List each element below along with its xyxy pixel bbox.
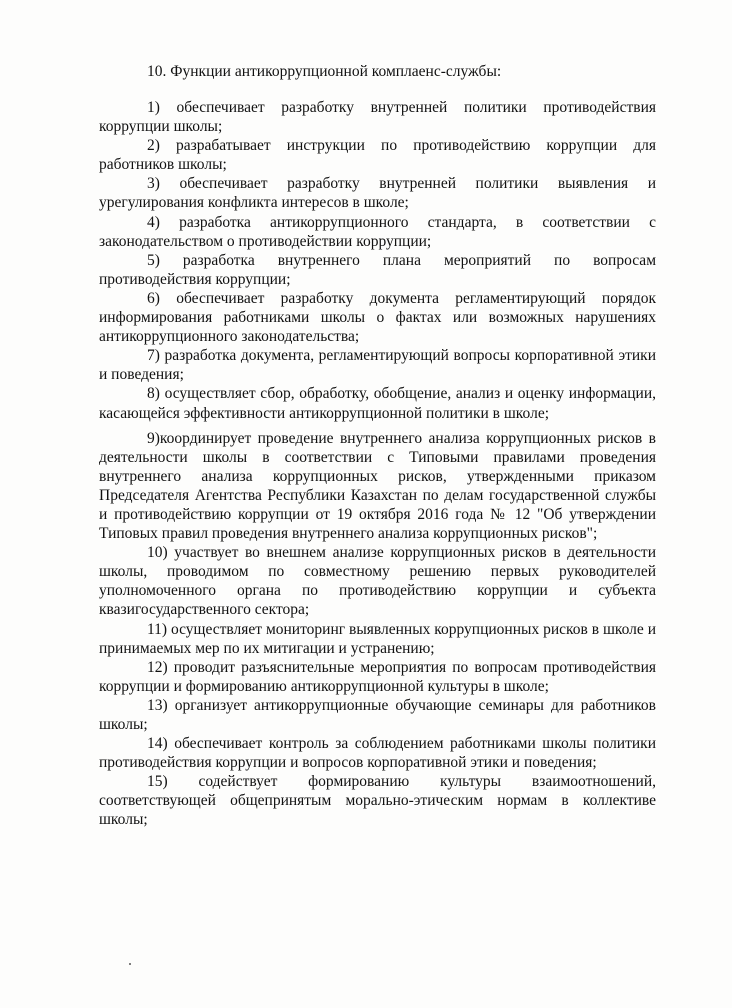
- list-item: 8) осуществляет сбор, обработку, обобщение, анализ и оценку информации, касающейся эффективности антикоррупционной политики в школе;: [99, 385, 656, 422]
- section-heading: 10. Функции антикоррупционной комплаенс-службы:: [147, 63, 502, 80]
- list-item: 5) разработка внутреннего плана мероприятий по вопросам противодействия коррупции;: [99, 251, 656, 288]
- list-item: 11) осуществляет мониторинг выявленных коррупционных рисков в школе и принимаемых мер по их митигации и устранению;: [99, 620, 656, 657]
- scan-speck: [129, 963, 131, 965]
- list-item: 3) обеспечивает разработку внутренней политики выявления и урегулирования конфликта интересов в школе;: [99, 175, 656, 212]
- list-item: 4) разработка антикоррупционного стандарта, в соответствии с законодательством о противодействии коррупции;: [99, 213, 656, 250]
- list-item: 6) обеспечивает разработку документа регламентирующий порядок информирования работниками школы о фактах или возможных нарушениях антикоррупционного законодательства;: [99, 289, 656, 346]
- functions-list: [99, 98, 656, 830]
- list-item: 13) организует антикоррупционные обучающие семинары для работников школы;: [99, 696, 656, 733]
- list-item: 10) участвует во внешнем анализе коррупционных рисков в деятельности школы, проводимом по совместному решению первых руководителей уполномоченного органа по противодействию коррупции и субъекта квазигосударственного сектора;: [99, 544, 656, 619]
- list-item: 12) проводит разъяснительные мероприятия по вопросам противодействия коррупции и формированию антикоррупционной культуры в школе;: [99, 658, 656, 695]
- list-item: 9)координирует проведение внутреннего анализа коррупционных рисков в деятельности школы в соответствии с Типовыми правилами проведения внутреннего анализа коррупционных рисков, утвержденными приказом Председателя Агентства Республики Казахстан по делам государственной службы и противодействию коррупции от 19 октября 2016 года № 12 "Об утверждении Типовых правил проведения внутреннего анализа коррупционных рисков";: [99, 429, 656, 543]
- list-item: 1) обеспечивает разработку внутренней политики противодействия коррупции школы;: [99, 99, 656, 136]
- list-item: 7) разработка документа, регламентирующий вопросы корпоративной этики и поведения;: [99, 347, 656, 384]
- list-item: 2) разрабатывает инструкции по противодействию коррупции для работников школы;: [99, 137, 656, 174]
- list-item: 14) обеспечивает контроль за соблюдением работниками школы политики противодействия коррупции и вопросов корпоративной этики и поведения;: [99, 735, 656, 772]
- list-item: 15) содействует формированию культуры взаимоотношений, соответствующей общепринятым морально-этическим нормам в коллективе школы;: [99, 773, 656, 829]
